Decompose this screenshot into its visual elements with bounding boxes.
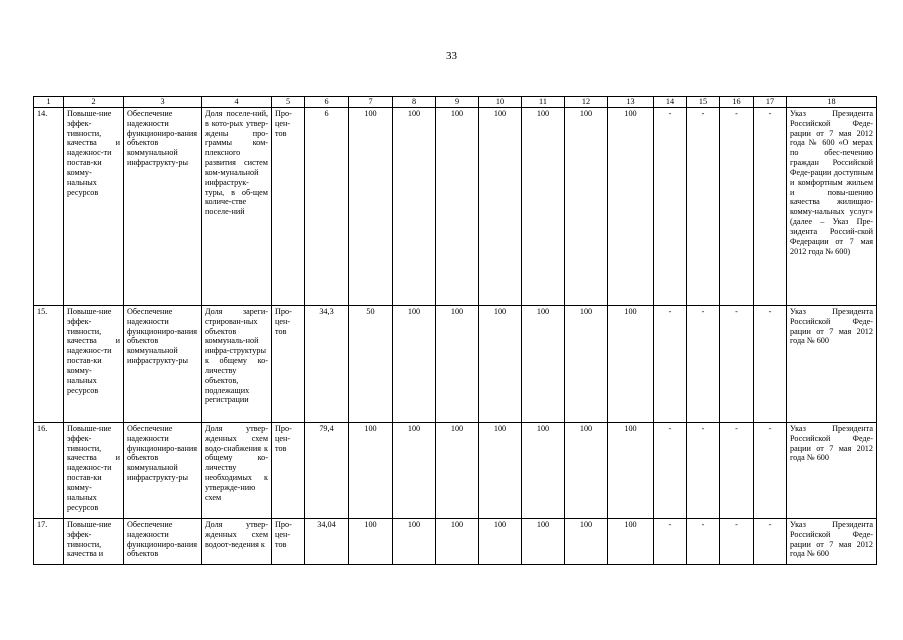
header-cell: 3 [124,97,202,108]
source-cell: Указ Президента Российской Феде-рации от 7 мая 2012 года № 600 [787,518,877,564]
table-row [34,305,877,422]
source-cell: Указ Президента Российской Феде-рации от 7 мая 2012 года № 600 [787,305,877,422]
header-row [34,97,877,108]
table-row [34,422,877,518]
source-cell: Указ Президента Российской Феде-рации от 7 мая 2012 года № 600 [787,422,877,518]
header-cell: 8 [393,97,436,108]
goal-cell: Повыше-ние эффек-тивности, качества и [64,518,124,564]
value-cell: - [754,107,787,305]
targets-table [33,96,877,565]
header-cell: 9 [436,97,479,108]
value-cell: - [654,422,687,518]
value-cell: 100 [349,422,393,518]
value-cell: 100 [565,422,608,518]
value-cell: 50 [349,305,393,422]
value-cell: 34,3 [305,305,349,422]
source-cell: Указ Президента Российской Феде-рации от 7 мая 2012 года № 600 «О мерах по обес-печению граждан Российской Феде-рации доступным и комфортным жильем и повы-шению качества жилищно-комму-нальных услуг» (далее – Указ Пре-зидента Россий-ской Федерации от 7 мая 2012 года № 600) [787,107,877,305]
table-row [34,107,877,305]
value-cell: - [720,518,754,564]
value-cell: 100 [522,305,565,422]
header-cell: 14 [654,97,687,108]
value-cell: 100 [608,305,654,422]
value-cell: 100 [608,518,654,564]
value-cell: - [687,422,720,518]
value-cell: - [687,305,720,422]
header-cell: 12 [565,97,608,108]
value-cell: 100 [479,518,522,564]
value-cell: - [720,107,754,305]
header-cell: 16 [720,97,754,108]
value-cell: 100 [479,422,522,518]
value-cell: 100 [565,107,608,305]
value-cell: 100 [436,107,479,305]
value-cell: - [687,107,720,305]
table-row [34,518,877,564]
row-number-cell: 16. [34,422,64,518]
value-cell: - [654,518,687,564]
header-cell: 17 [754,97,787,108]
value-cell: 34,04 [305,518,349,564]
value-cell: 100 [522,107,565,305]
goal-cell: Повыше-ние эффек-тивности, качества и надежнос-ти постав-ки комму-нальных ресурсов [64,422,124,518]
task-cell: Обеспечение надежности функциониро-вания объектов коммунальной инфраструкту-ры [124,305,202,422]
value-cell: - [654,107,687,305]
header-cell: 13 [608,97,654,108]
unit-cell: Про-цен-тов [272,422,305,518]
value-cell: 100 [393,422,436,518]
value-cell: 100 [522,518,565,564]
header-cell: 2 [64,97,124,108]
row-number-cell: 14. [34,107,64,305]
goal-cell: Повыше-ние эффек-тивности, качества и надежнос-ти постав-ки комму-нальных ресурсов [64,107,124,305]
value-cell: 79,4 [305,422,349,518]
value-cell: 6 [305,107,349,305]
value-cell: 100 [608,422,654,518]
value-cell: - [720,305,754,422]
header-cell: 15 [687,97,720,108]
value-cell: 100 [436,518,479,564]
value-cell: 100 [349,107,393,305]
value-cell: 100 [436,422,479,518]
header-cell: 6 [305,97,349,108]
value-cell: 100 [393,305,436,422]
value-cell: 100 [479,305,522,422]
unit-cell: Про-цен-тов [272,305,305,422]
header-cell: 5 [272,97,305,108]
value-cell: - [754,518,787,564]
task-cell: Обеспечение надежности функциониро-вания объектов коммунальной инфраструкту-ры [124,422,202,518]
row-number-cell: 17. [34,518,64,564]
value-cell: 100 [349,518,393,564]
header-cell: 7 [349,97,393,108]
header-cell: 10 [479,97,522,108]
value-cell: 100 [565,305,608,422]
header-cell: 18 [787,97,877,108]
unit-cell: Про-цен-тов [272,107,305,305]
page-number: 33 [446,50,457,62]
value-cell: - [754,422,787,518]
header-cell: 11 [522,97,565,108]
value-cell: - [687,518,720,564]
indicator-cell: Доля утвер-жденных схем водоот-ведения к [202,518,272,564]
indicator-cell: Доля поселе-ний, в кото-рых утвер-ждены про-граммы ком-плексного развития систем ком-мунальной инфраструк-туры, в об-щем количе-стве поселе-ний [202,107,272,305]
value-cell: - [720,422,754,518]
task-cell: Обеспечение надежности функциониро-вания объектов [124,518,202,564]
value-cell: 100 [393,107,436,305]
row-number-cell: 15. [34,305,64,422]
unit-cell: Про-цен-тов [272,518,305,564]
value-cell: 100 [393,518,436,564]
header-cell: 1 [34,97,64,108]
value-cell: 100 [436,305,479,422]
value-cell: 100 [522,422,565,518]
header-cell: 4 [202,97,272,108]
indicator-cell: Доля зареги-стрирован-ных объектов коммуналь-ной инфра-структуры к общему ко-личеству объектов, подлежащих регистрации [202,305,272,422]
goal-cell: Повыше-ние эффек-тивности, качества и надежнос-ти постав-ки комму-нальных ресурсов [64,305,124,422]
value-cell: 100 [565,518,608,564]
value-cell: 100 [608,107,654,305]
value-cell: - [754,305,787,422]
value-cell: 100 [479,107,522,305]
indicator-cell: Доля утвер-жденных схем водо-снабжения к общему ко-личеству необходимых к утвержде-нию схем [202,422,272,518]
task-cell: Обеспечение надежности функциониро-вания объектов коммунальной инфраструкту-ры [124,107,202,305]
value-cell: - [654,305,687,422]
